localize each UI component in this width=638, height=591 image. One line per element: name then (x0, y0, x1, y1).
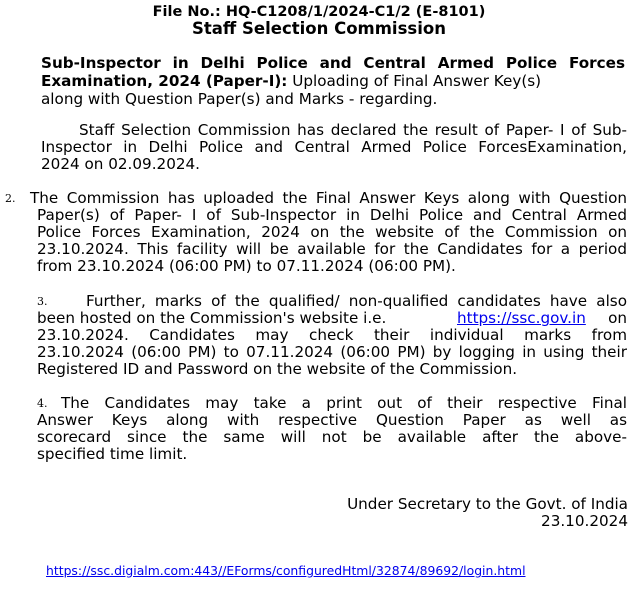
para4-line-4: specified time limit. (37, 445, 188, 463)
para4-line-3: scorecard since the same will not be available after the above- (37, 428, 627, 446)
para3-line-1: Further, marks of the qualified/ non-qualified candidates have also (86, 292, 627, 310)
para2-line-3: Police Forces Examination, 2024 on the website of the Commission on (37, 223, 627, 241)
ssc-website-link[interactable]: https://ssc.gov.in (457, 309, 586, 327)
para3-line-4: 23.10.2024 (06:00 PM) to 07.11.2024 (06:00 PM) by logging in using their (37, 343, 627, 361)
subject-exam-name: Examination, 2024 (Paper-I): (41, 72, 288, 90)
para1-line-2: Inspector in Delhi Police and Central Armed Police ForcesExamination, (41, 138, 627, 156)
para2-line-4: 23.10.2024. This facility will be available for the Candidates for a period (37, 240, 627, 258)
para3-line-3: 23.10.2024. Candidates may check their individual marks from (37, 326, 627, 344)
para2-line-5: from 23.10.2024 (06:00 PM) to 07.11.2024 (06:00 PM). (37, 257, 456, 275)
subject-line-3: along with Question Paper(s) and Marks - regarding. (41, 90, 438, 108)
para4-number: 4. (37, 397, 48, 410)
signatory-designation: Under Secretary to the Govt. of India (347, 495, 628, 513)
signature-date: 23.10.2024 (541, 512, 628, 530)
digialm-login-link[interactable]: https://ssc.digialm.com:443//EForms/configuredHtml/32874/89692/login.html (46, 563, 526, 578)
para2-line-2: Paper(s) of Paper- I of Sub-Inspector in Delhi Police and Central Armed (37, 206, 627, 224)
subject-topic: Uploading of Final Answer Key(s) (287, 72, 542, 90)
para3-number: 3. (37, 295, 48, 308)
para4-line-1: The Candidates may take a print out of their respective Final (61, 394, 627, 412)
subject-line-1: Sub-Inspector in Delhi Police and Central Armed Police Forces (41, 54, 625, 72)
subject-line-2 (41, 72, 625, 90)
para2-line-1: The Commission has uploaded the Final Answer Keys along with Question (30, 189, 627, 207)
para3-line-5: Registered ID and Password on the website of the Commission. (37, 360, 518, 378)
para1-line-1: Staff Selection Commission has declared the result of Paper- I of Sub- (79, 121, 627, 139)
file-number: File No.: HQ-C1208/1/2024-C1/2 (E-8101) (152, 4, 486, 20)
para3-line-2-text: been hosted on the Commission's website i.e. (37, 309, 387, 327)
commission-title: Staff Selection Commission (192, 19, 446, 38)
para4-line-2: Answer Keys along with respective Question Paper as well as (37, 411, 627, 429)
para1-line-3: 2024 on 02.09.2024. (41, 155, 201, 173)
para3-line-2-on: on (608, 309, 627, 327)
para3-line-2 (37, 309, 627, 327)
para2-number: 2. (5, 192, 16, 205)
